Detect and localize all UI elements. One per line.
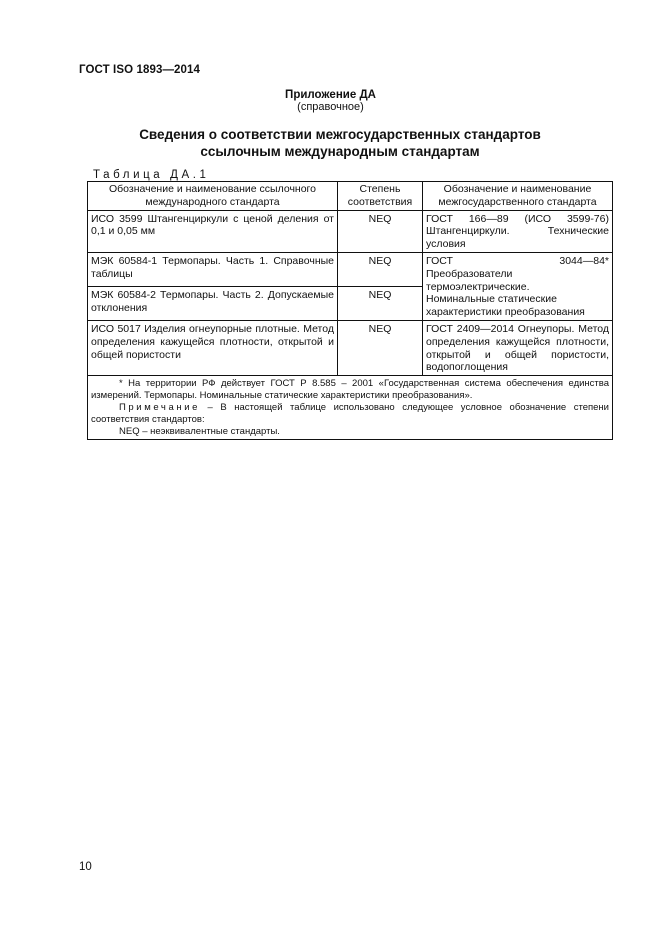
correspondence-table xyxy=(87,181,613,440)
note-text: – В настоящей таблице использовано следующее условное обозначение степени соответствия стандартов: xyxy=(91,402,609,426)
table-row xyxy=(88,210,613,252)
annex-subtitle: (справочное) xyxy=(297,101,364,113)
document-code: ГОСТ ISO 1893—2014 xyxy=(79,64,201,76)
cell-reference: МЭК 60584-1 Термопары. Часть 1. Справочные таблицы xyxy=(88,252,338,286)
table-notes-row xyxy=(88,376,613,440)
cell-gost: ГОСТ 2409—2014 Огнеупоры. Метод определения кажущейся плотности, открытой и общей пористости, водопоглощения xyxy=(423,320,613,375)
cell-reference: ИСО 5017 Изделия огнеупорные плотные. Метод определения кажущейся плотности, открытой и общей пористости xyxy=(88,320,338,375)
header-reference-standard: Обозначение и наименование ссылочного международного стандарта xyxy=(88,182,338,211)
table-header-row xyxy=(88,182,613,211)
table-notes xyxy=(88,376,613,440)
section-title xyxy=(120,126,560,160)
cell-reference: ИСО 3599 Штангенциркули с ценой деления от 0,1 и 0,05 мм xyxy=(88,210,338,252)
cell-degree: NEQ xyxy=(338,252,423,286)
table-row xyxy=(88,252,613,286)
section-title-line-2: ссылочным международным стандартам xyxy=(200,144,480,159)
annex-title: Приложение ДА xyxy=(285,89,376,101)
gost-code: ГОСТ xyxy=(426,254,453,267)
table-label: Таблица ДА.1 xyxy=(93,169,210,181)
gost-number: 3044—84* xyxy=(559,254,609,267)
cell-gost-merged: ГОСТ 3044—84* Преобразователи термоэлектрические. Номинальные статические характеристики преобразования xyxy=(423,252,613,320)
footnote: * На территории РФ действует ГОСТ Р 8.585 – 2001 «Государственная система обеспечения единства измерений. Термопары. Номинальные статические характеристики преобразования». xyxy=(91,378,609,402)
cell-reference: МЭК 60584-2 Термопары. Часть 2. Допускаемые отклонения xyxy=(88,286,338,320)
table-row xyxy=(88,320,613,375)
page-number: 10 xyxy=(79,861,92,873)
header-degree: Степень соответствия xyxy=(338,182,423,211)
note-definition: NEQ – неэквивалентные стандарты. xyxy=(119,426,280,438)
cell-degree: NEQ xyxy=(338,210,423,252)
note xyxy=(91,402,609,426)
section-title-line-1: Сведения о соответствии межгосударственных стандартов xyxy=(139,127,541,142)
note-label: Примечание xyxy=(119,402,200,414)
header-interstate-standard: Обозначение и наименование межгосударственного стандарта xyxy=(423,182,613,211)
cell-degree: NEQ xyxy=(338,286,423,320)
cell-gost: ГОСТ 166—89 (ИСО 3599-76) Штангенциркули. Технические условия xyxy=(423,210,613,252)
cell-degree: NEQ xyxy=(338,320,423,375)
